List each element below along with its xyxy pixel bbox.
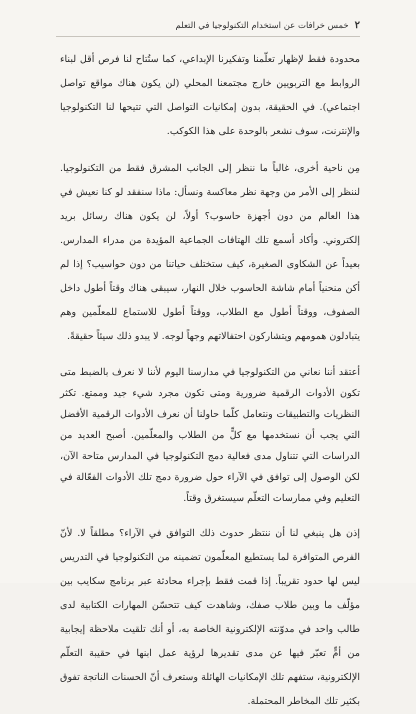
page-number: ٢	[354, 20, 360, 31]
paragraph-4: إذن هل ينبغي لنا أن ننتظر حدوث ذلك التوافق في الآراء؟ مطلقاً لا. لأنّ الفرص المتوافرة لما يستطيع المعلّمون تضمينه من التكنولوجيا في التدريس ليس لها حدود تقريباً. إذا قمت فقط بإجراء محادثة عبر برنامج سكايب بين مؤلّف ما وبين طلاب صفك، وشاهدت كيف تتحسّن المهارات الكتابية لدى طالب واحد في مدوّنته الإلكترونية الخاصة به، أو أنك تلقيت ملاحظة إيجابية من أمٍّ تعبّر فيها عن مدى تقديرها لرؤية عمل ابنها في حقيبة التعلّم الإلكترونية، ستفهم تلك الإمكانيات الهائلة وستعرف أنّ الحسنات الناتجة تفوق بكثير تلك المخاطر المحتملة.	[60, 528, 360, 707]
body-text	[60, 48, 360, 707]
paragraph-1: محدودة فقط لإظهار تعلّمنا وتفكيرنا الإبداعي، كما ستُتاح لنا فرص أقل لبناء الروابط مع التربويين خارج مجتمعنا المحلي (لن يكون هناك مواقع تواصل اجتماعي). في الحقيقة، بدون إمكانيات التواصل التي تتيحها لنا التكنولوجيا والإنترنت، سوف نشعر بالوحدة على هذا الكوكب.	[60, 54, 360, 137]
paragraph-3: أعتقد أننا نعاني من التكنولوجيا في مدارسنا اليوم لأننا لا نعرف بالضبط متى تكون الأدوات الرقمية ضرورية ومتى تكون مجرد شيء جيد وممتع. تكثر النظريات والتطبيقات ونتعامل كلّما حاولنا أن نعرف الأدوات الرقمية الأفضل التي يجب أن نستخدمها مع كلٍّ من الطلاب والمعلّمين. أصبح العديد من الدراسات التي تتناول مدى فعالية دمج التكنولوجيا في المدارس متاحة الآن، لكن الوصول إلى توافق في الآراء حول ضرورة دمج تلك الأدوات الفعّالة في التعليم وفي ممارسات التعلّم سيستغرق وقتاً.	[60, 367, 360, 504]
paragraph-2: مِن ناحية أخرى، غالباً ما ننظر إلى الجانب المشرق فقط من التكنولوجيا. لننظر إلى الأمر من وجهة نظر معاكسة ونسأل: ماذا سنفقد لو كنا نعيش في هذا العالم من دون أجهزة حاسوب؟ أولاً، لن يكون هناك رسائل بريد إلكتروني. وأكاد أسمع تلك الهتافات الجماعية المؤيدة من مدراء المدارس. بعيداً عن الشكاوى الصغيرة، كيف ستختلف حياتنا من دون حواسيب؟ إذا لم أكن منحنياً أمام شاشة الحاسوب خلال النهار، سيبقى هناك وقتاً أطول داخل الصفوف، ووقتاً أطول مع الطلاب، ووقتاً أطول للاستماع للمعلّمين وهم يتبادلون همومهم ويتشاركون احتفالاتهم وجهاً لوجه. لا يبدو ذلك سيئاً حقيقةً.	[60, 163, 360, 342]
running-header	[56, 20, 360, 37]
chapter-title: خمس خرافات عن استخدام التكنولوجيا في التعلم	[175, 21, 349, 31]
